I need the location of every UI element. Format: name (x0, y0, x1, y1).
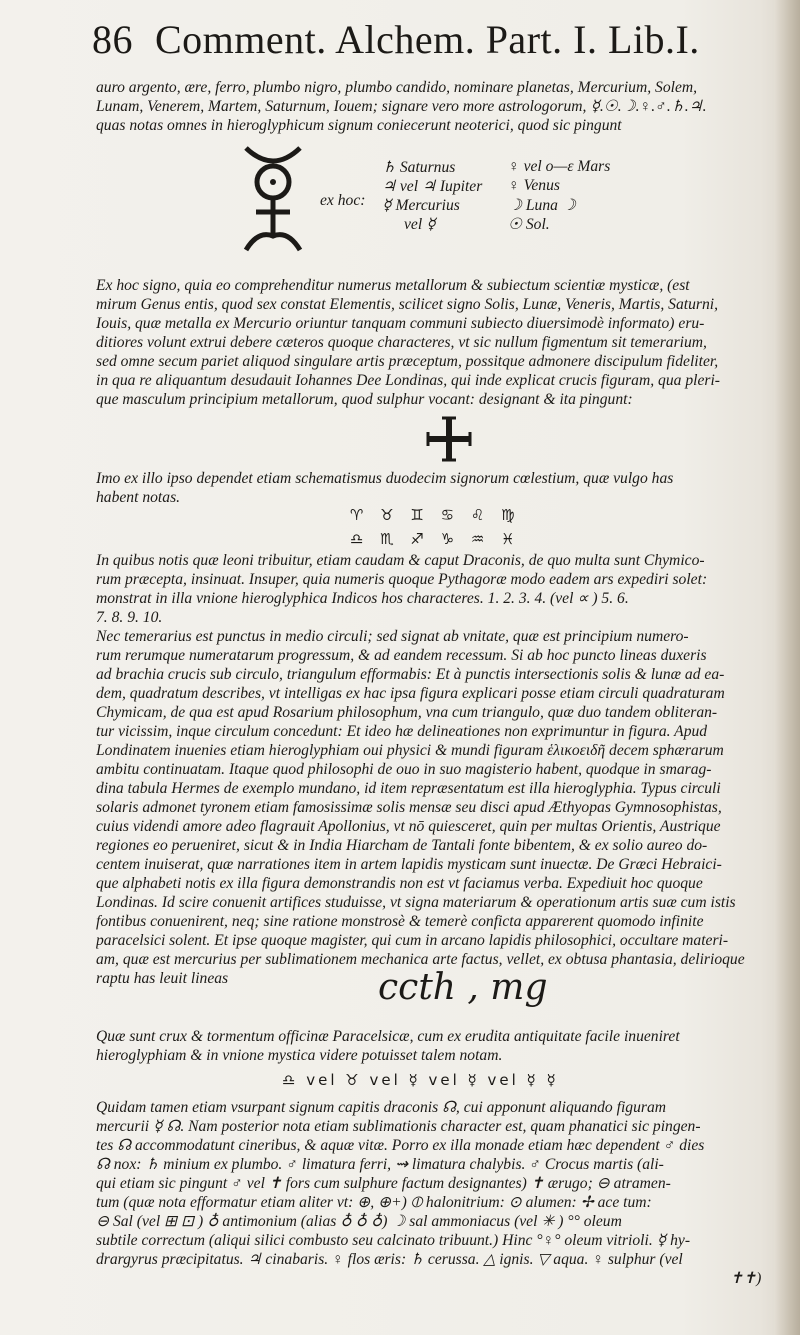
planet-entry: ♃ vel ♃ Iupiter (382, 178, 483, 195)
text-line: ditiores volunt extrui debere cæteros quoque characteres, vt sic nullum figmentum sit temerarium, (96, 334, 707, 351)
text-line: solaris admonet tyronem etiam famosissimæ solis mensæ seu disci apud Æthyopas Gymnosophistas, (96, 799, 722, 816)
text-line: qui etiam sic pingunt ♂ vel ✝ fors cum sulphure factum designantes) ✝ ærugo; ⊖ atramen- (96, 1175, 671, 1192)
text-line: ☊ nox: ♄ minium ex plumbo. ♂ limatura ferri, ⇝ limatura chalybis. ♂ Crocus martis (ali- (96, 1156, 664, 1173)
text-line: mercurii ☿ ☊. Nam posterior nota etiam sublimationis character est, quam phanatici sic pingen- (96, 1118, 701, 1135)
text-line: Quæ sunt crux & tormentum officinæ Paracelsicæ, cum ex erudita antiquitate facile inueniret (96, 1028, 680, 1045)
hieroglyphic-monad-icon (238, 144, 308, 254)
text-line: fontibus conuenirent, neq; sine ratione monstrosè & temerè conficta apparerent quomodo infinite (96, 913, 704, 930)
text-line: monstrat in illa vnione hieroglyphica Indicos hos characteres. 1. 2. 3. 4. (vel ∝ ) 5. 6. (96, 590, 629, 607)
cursive-sign: ccth , mg (378, 967, 548, 1008)
text-line: tum (quæ nota efformatur etiam aliter vt: ⊕, ⊕+) ⦶ halonitrium: ⊙ alumen: ✢ ace tum: (96, 1194, 652, 1211)
text-line: Ex hoc signo, quia eo comprehenditur numerus metallorum & subiectum scientiæ mysticæ, (est (96, 277, 690, 294)
sulphur-cross-icon (424, 414, 474, 464)
text-line: tur vicissim, inque circulum concedunt: Et ideo hæ delineationes non exprimuntur in figura. Apud (96, 723, 708, 740)
running-title: Comment. Alchem. Part. I. Lib.I. (155, 17, 700, 62)
text-line: paracelsici solent. Et ipse quoque magister, qui cum in arcano lapidis philosophici, occultare materi- (96, 932, 729, 949)
text-line: Quidam tamen etiam vsurpant signum capitis draconis ☊, cui apponunt aliquando figuram (96, 1099, 667, 1116)
planet-entry: ☿ Mercurius (382, 197, 460, 214)
text-line: dina tabula Hermes de exemplo mundano, id item repræsentatum est illa hieroglyphia. Typus circuli (96, 780, 721, 797)
text-line: Chymicam, de qua est apud Rosarium philosophum, vna cum triangulo, quæ duo tandem obliteran- (96, 704, 718, 721)
text-line: subtile correctum (aliqui silici combusto seu calcinato tribuunt.) Hinc °♀° oleum vitrioli. ☿ hy- (96, 1232, 691, 1249)
text-line: am, quæ est mercurius per sublimationem mechanica arte factus, vellet, ex obtusa phantasia, delirioque (96, 951, 745, 968)
text-line: mirum Genus entis, quod sex constat Elementis, scilicet signo Solis, Lunæ, Veneris, Martis, Saturni, (96, 296, 718, 313)
text-line: que masculum principium metallorum, quod sulphur vocant: designant & ita pingunt: (96, 391, 633, 408)
page-number: 86 (92, 17, 133, 62)
text-line: rum rerumque numeratarum progressum, & ad eandem recessum. Si ab hoc puncto lineas duxeris (96, 647, 707, 664)
text-line: Londinas. Id scire conuenit artifices studuisse, vt signa materiarum & operationum artis suæ cum istis (96, 894, 736, 911)
text-line: In quibus notis quæ leoni tribuitur, etiam caudam & caput Draconis, de quo multa sunt Chymico- (96, 552, 705, 569)
zodiac-signs-row: ♈ ♉ ♊ ♋ ♌ ♍ (350, 506, 521, 524)
planet-entry: vel ☿ (404, 216, 436, 233)
text-line: auro argento, ære, ferro, plumbo nigro, plumbo candido, nominare planetas, Mercurium, Solem, (96, 79, 698, 96)
text-line: que alphabeti notis ex illa figura demonstrandis non est vt faciamus verba. Expediuit hoc quoque (96, 875, 703, 892)
text-line: tes ☊ accommodatunt cineribus, & aquæ vitæ. Porro ex illa monade etiam hæc dependent ♂ dies (96, 1137, 705, 1154)
planet-entry: ♄ Saturnus (382, 159, 456, 176)
ex-hoc-label: ex hoc: (320, 192, 366, 209)
planet-entry: ♀ vel o—ε Mars (508, 158, 611, 175)
planet-entry: ♀ Venus (508, 177, 560, 194)
text-line: Nec temerarius est punctus in medio circuli; sed signat ab vnitate, quæ est principium numero- (96, 628, 689, 645)
running-header (92, 16, 752, 64)
text-line: Lunam, Venerem, Martem, Saturnum, Iouem; signare vero more astrologorum, ☿.☉.☽.♀.♂.♄.♃. (96, 98, 707, 115)
text-line: raptu has leuit lineas (96, 970, 229, 987)
page-gutter (774, 0, 800, 1335)
text-line: centem inuiserat, quæ narrationes item in artem lapidis mysticam sunt inuectæ. De Græci Hebraici- (96, 856, 722, 873)
text-line: Imo ex illo ipso dependet etiam schematismus duodecim signorum cœlestium, quæ vulgo has (96, 470, 674, 487)
alchemical-signs-row: ♎ vel ♉ vel ☿ vel ☿ vel ☿ ☿ (282, 1071, 559, 1089)
text-line: hieroglyphiam & in vnione mystica videre potuisset talem notam. (96, 1047, 503, 1064)
planet-entry: ☽ Luna ☽ (508, 197, 576, 214)
text-line: drargyrus præcipitatus. ♃ cinabaris. ♀ flos æris: ♄ cerussa. △ ignis. ▽ aqua. ♀ sulphur (vel (96, 1251, 683, 1268)
text-line: regiones eo perueniret, sicut & in India Hiarcham de Tantali fonte bibentem, & ex solio aureo do- (96, 837, 708, 854)
text-line: Iouis, quæ metalla ex Mercurio oriuntur tanquam communi subiecto diuersimodè informato) eru- (96, 315, 705, 332)
text-line: ad brachia crucis sub circulo, triangulum efformabis: Et à punctis intersectionis solis & lunæ ad ea- (96, 666, 725, 683)
text-line: in qua re aliquantum desudauit Iohannes Dee Londinas, qui inde explicat crucis figuram, qua pleri- (96, 372, 720, 389)
text-line: ambitu continuatam. Itaque quod philosophi de ouo in suo magisterio habent, quodque in smarag- (96, 761, 712, 778)
text-line: ✝✝) (730, 1270, 762, 1287)
planet-entry: ☉ Sol. (508, 216, 550, 233)
text-line: ⊖ Sal (vel ⊞ ⊡ ) ♁ antimonium (alias ♁ ♁ ♁) ☽ sal ammoniacus (vel ✳ ) °° oleum (96, 1213, 622, 1230)
text-line: habent notas. (96, 489, 181, 506)
zodiac-signs-row: ♎ ♏ ♐ ♑ ♒ ♓ (350, 530, 521, 548)
text-line: cuius videndi amore adeo flagrauit Apollonius, vt nō quiesceret, quin per multas Orientis, Austrique (96, 818, 721, 835)
text-line: quas notas omnes in hieroglyphicum signum coniecerunt neoterici, quod sic pingunt (96, 117, 622, 134)
text-line: sed omne secum pariet aliquod singulare artis præceptum, possitque admonere discipulum fideliter, (96, 353, 719, 370)
text-line: Londinatem inuenies etiam hieroglyphiam oui physici & mundi figuram ἑλικοειδῆ decem sphærarum (96, 742, 724, 759)
text-line: 7. 8. 9. 10. (96, 609, 163, 626)
text-line: rum præcepta, insinuat. Insuper, quia numeris quoque Pythagoræ modo eadem ars expediri solet: (96, 571, 708, 588)
text-line: dem, quadratum describes, vt intelligas ex hac ipsa figura explicari posse etiam circuli quadraturam (96, 685, 725, 702)
